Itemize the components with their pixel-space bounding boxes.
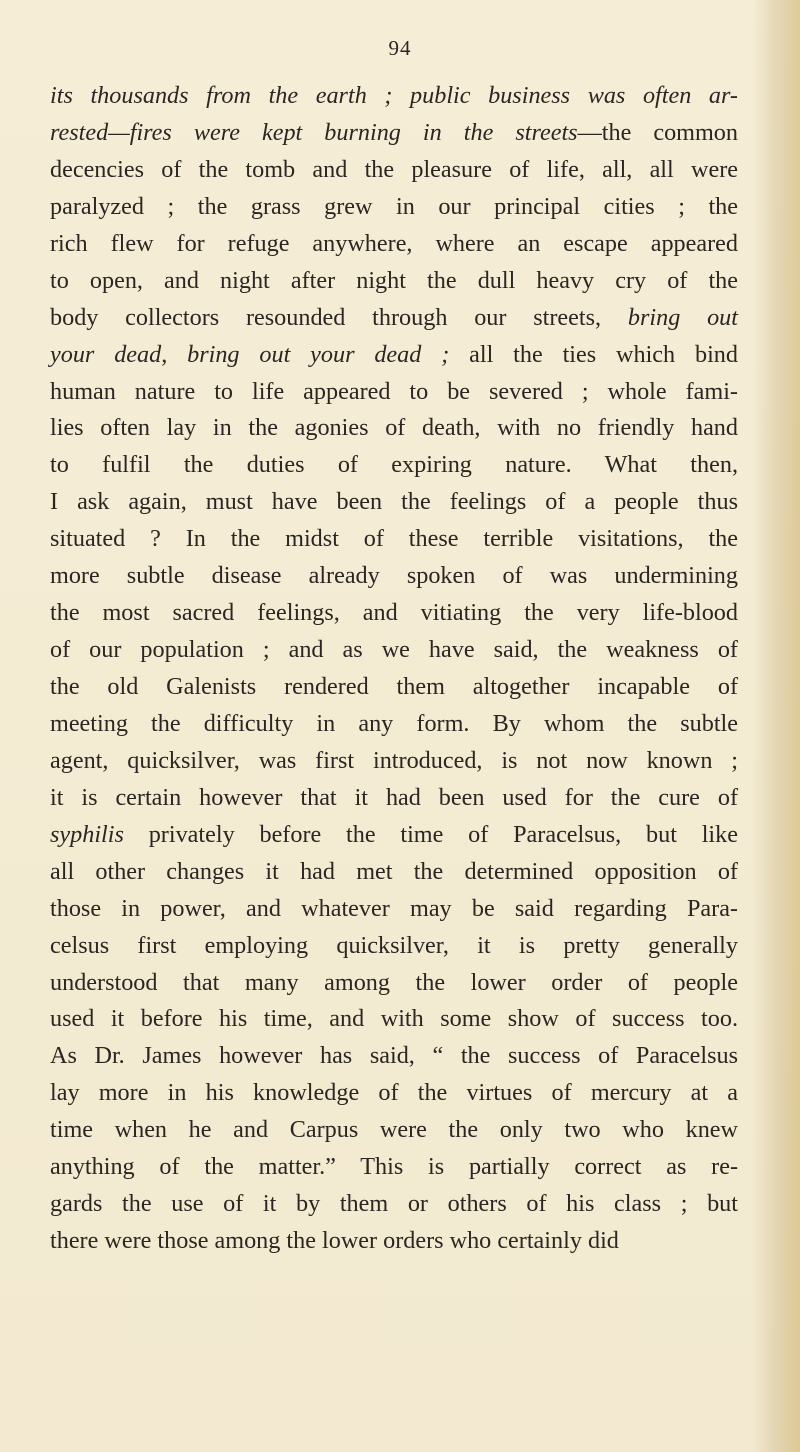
text-segment: agent, quicksilver, was first introduced, is not now known ; xyxy=(50,746,738,774)
text-segment: —the common xyxy=(577,118,738,146)
text-segment: rich flew for refuge anywhere, where an escape appeared xyxy=(50,229,738,257)
text-segment: I ask again, must have been the feelings of a people thus xyxy=(50,488,738,516)
text-line xyxy=(50,1186,738,1223)
text-line xyxy=(50,965,738,1002)
text-segment: human nature to life appeared to be severed ; whole fami- xyxy=(50,377,738,405)
text-line xyxy=(50,1038,738,1075)
text-line xyxy=(50,521,738,558)
text-segment: the old Galenists rendered them altogether incapable of xyxy=(50,673,738,700)
text-line xyxy=(50,337,738,374)
text-line xyxy=(50,152,738,189)
text-line xyxy=(50,595,738,632)
page-number: 94 xyxy=(388,36,412,60)
text-line xyxy=(50,780,738,817)
text-segment: body collectors resounded through our streets, xyxy=(50,303,628,331)
text-segment: anything of the matter.” This is partially correct as re- xyxy=(50,1153,738,1181)
text-line xyxy=(50,928,738,965)
text-segment: the most sacred feelings, and vitiating the very life-blood xyxy=(50,599,738,627)
text-segment: paralyzed ; the grass grew in our principal cities ; the xyxy=(50,192,738,220)
text-line xyxy=(50,263,738,300)
text-line xyxy=(50,558,738,595)
text-segment: situated ? In the midst of these terrible visitations, the xyxy=(50,525,738,553)
body-text xyxy=(50,78,738,1260)
text-segment: understood that many among the lower order of people xyxy=(50,968,738,996)
text-segment: used it before his time, and with some show of success too. xyxy=(50,1005,738,1033)
text-line xyxy=(50,854,738,891)
text-segment: there were those among the lower orders who certainly did xyxy=(50,1227,619,1255)
italic-text-segment: syphilis xyxy=(50,820,124,848)
text-segment: to fulfil the duties of expiring nature. What then, xyxy=(50,451,738,479)
text-segment: it is certain however that it had been used for the cure of xyxy=(50,783,738,811)
text-line xyxy=(50,1112,738,1149)
text-line xyxy=(50,410,738,447)
text-line xyxy=(50,374,738,411)
italic-text-segment: its thousands from the earth ; public business was often ar- xyxy=(50,82,738,109)
text-line xyxy=(50,632,738,669)
text-line xyxy=(50,189,738,226)
text-segment: all other changes it had met the determined opposition of xyxy=(50,857,738,885)
text-line xyxy=(50,115,738,152)
text-segment: lay more in his knowledge of the virtues of mercury at a xyxy=(50,1079,738,1107)
text-segment: privately before the time of Paracelsus, but like xyxy=(123,820,738,848)
text-line xyxy=(50,1075,738,1112)
text-line xyxy=(50,817,738,854)
text-segment: celsus first employing quicksilver, it is pretty generally xyxy=(50,931,738,959)
text-line xyxy=(50,743,738,780)
text-segment: all the ties which bind xyxy=(449,340,738,368)
text-segment: to open, and night after night the dull heavy cry of the xyxy=(50,266,738,294)
text-segment: of our population ; and as we have said, the weakness of xyxy=(50,636,738,664)
italic-text-segment: rested—fires were kept burning in the streets xyxy=(50,118,578,146)
text-segment: lies often lay in the agonies of death, with no friendly hand xyxy=(50,414,738,442)
italic-text-segment: your dead, bring out your dead ; xyxy=(50,340,450,368)
text-segment: gards the use of it by them or others of his class ; but xyxy=(50,1190,738,1218)
text-line xyxy=(50,78,738,115)
text-line xyxy=(50,226,738,263)
text-segment: more subtle disease already spoken of was undermining xyxy=(50,562,738,590)
text-segment: As Dr. James however has said, “ the success of Paracelsus xyxy=(50,1042,738,1070)
text-segment: meeting the difficulty in any form. By whom the subtle xyxy=(50,709,738,737)
text-line xyxy=(50,484,738,521)
italic-text-segment: bring out xyxy=(627,303,738,331)
text-line xyxy=(50,1001,738,1038)
text-segment: those in power, and whatever may be said regarding Para- xyxy=(50,894,738,922)
text-line xyxy=(50,706,738,743)
text-line xyxy=(50,1223,738,1260)
text-segment: decencies of the tomb and the pleasure of life, all, all were xyxy=(50,155,738,183)
text-segment: time when he and Carpus were the only two who knew xyxy=(50,1116,738,1144)
text-line xyxy=(50,669,738,706)
text-line xyxy=(50,300,738,337)
text-line xyxy=(50,447,738,484)
text-line xyxy=(50,891,738,928)
text-line xyxy=(50,1149,738,1186)
